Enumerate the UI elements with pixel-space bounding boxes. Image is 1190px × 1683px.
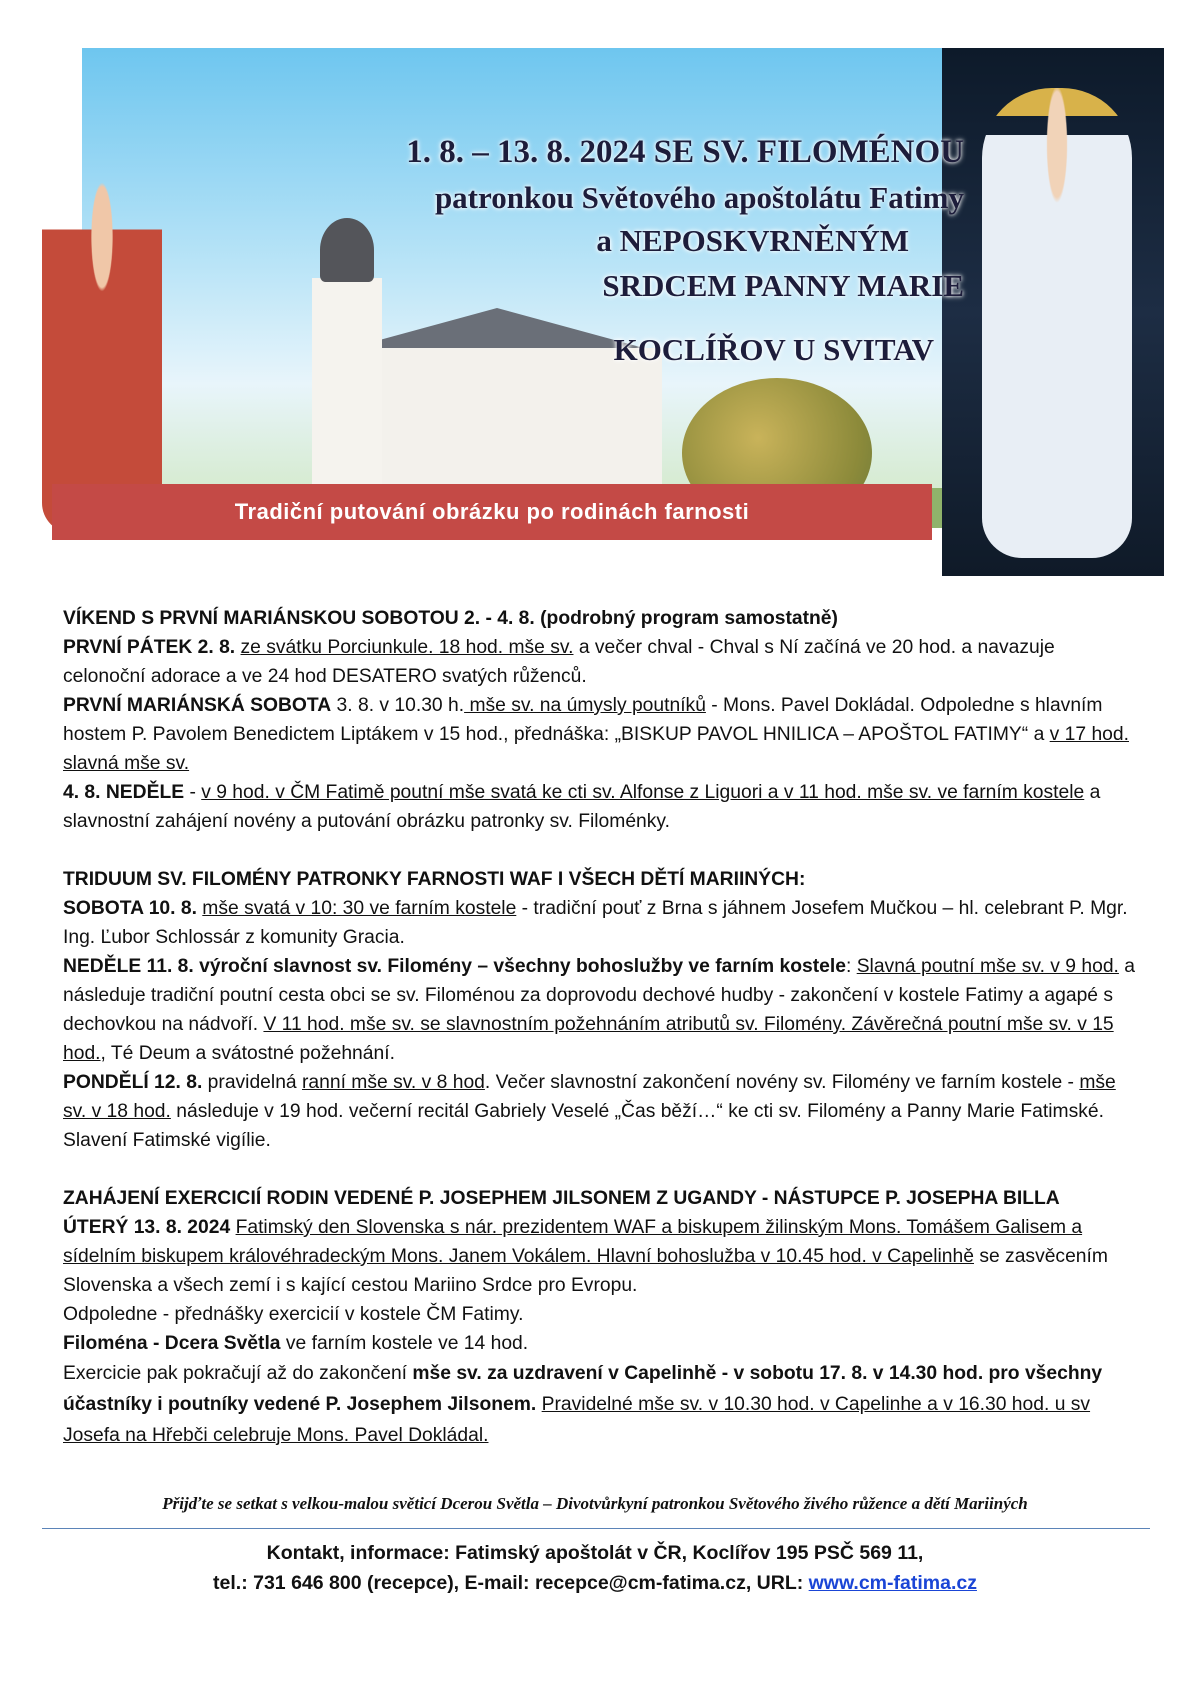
church-tower-dome <box>320 218 374 282</box>
underlined-text: ze svátku Porciunkule. 18 hod. mše sv. <box>240 637 574 658</box>
text: ve farním kostele ve 14 hod. <box>280 1333 529 1354</box>
day-label: 4. 8. NEDĚLE <box>63 782 185 803</box>
header-banner <box>52 48 1164 576</box>
program-paragraph <box>63 691 1138 778</box>
text: : <box>845 956 857 977</box>
program-paragraph: Odpoledne - přednášky exercicií v kostele ČM Fatimy. <box>63 1304 524 1325</box>
contact-line-1: Kontakt, informace: Fatimský apoštolát v ČR, Koclířov 195 PSČ 569 11, <box>266 1542 924 1564</box>
spacer <box>63 836 1138 865</box>
church-tower <box>312 278 382 498</box>
day-label: SOBOTA 10. 8. <box>63 898 197 919</box>
text: . Večer slavnostní zakončení novény sv. Filomény ve farním kostele - <box>484 1072 1080 1093</box>
program-paragraph <box>63 1329 1138 1358</box>
st-philomena-statue-image <box>42 163 162 533</box>
heading-text: ZAHÁJENÍ EXERCICIÍ RODIN VEDENÉ P. JOSEPHEM JILSONEM Z UGANDY - NÁSTUPCE P. JOSEPHA BILLA <box>63 1188 1060 1209</box>
program-paragraph <box>63 633 1138 691</box>
day-label: NEDĚLE 11. 8. výroční slavnost sv. Filomény – všechny bohoslužby ve farním kostele <box>63 956 846 977</box>
text: - <box>184 782 202 803</box>
day-label: PONDĚLÍ 12. 8. <box>63 1072 203 1093</box>
text: 3. 8. v 10.30 h. <box>331 695 465 716</box>
heading-text: VÍKEND S PRVNÍ MARIÁNSKOU SOBOTOU 2. - 4. 8. (podrobný program samostatně) <box>63 608 838 629</box>
madonna-figure <box>982 88 1132 558</box>
underlined-text: Fatimský den Slovenska s nár. prezidentem WAF a biskupem žilinským Mons. Tomášem Galisem a sídelním biskupem královéhradeckým Mons. Janem Vokálem. Hlavní bohoslužba v 10.45 hod. v Capelinhě <box>63 1217 1083 1267</box>
section-heading <box>63 1184 1138 1213</box>
text: a večer chval - Chval s Ní začíná ve 20 hod. a navazuje celonoční adorace a ve 24 hod DESATERO svatých růženců. <box>63 637 1055 687</box>
text: a následuje tradiční poutní cesta obci se sv. Filoménou za doprovodu dechové hudby - zakončení v kostele Fatimy a agapé s dechovkou na nádvoří. <box>63 956 1136 1035</box>
text: Exercicie pak pokračují až do zakončení <box>63 1363 413 1384</box>
underlined-text: ranní mše sv. v 8 hod <box>302 1072 485 1093</box>
program-paragraph <box>63 1068 1138 1155</box>
text: - Mons. Pavel Dokládal. Odpoledne s hlavním hostem P. Pavolem Benedictem Liptákem v 15 hod., přednáška: „BISKUP PAVOL HNILICA – APOŠTOL FATIMY“ a <box>63 695 1103 745</box>
day-label: PRVNÍ MARIÁNSKÁ SOBOTA <box>63 695 332 716</box>
contact-details: tel.: 731 646 800 (recepce), E-mail: recepce@cm-fatima.cz, URL: <box>213 1572 809 1594</box>
section-heading <box>63 865 1138 894</box>
heading-text: TRIDUUM SV. FILOMÉNY PATRONKY FARNOSTI WAF I VŠECH DĚTÍ MARIINÝCH: <box>63 869 806 890</box>
tagline: Přijďte se setkat s velkou-malou světicí Dcerou Světla – Divotvůrkyní patronkou Světového živého růžence a dětí Mariiných <box>162 1494 1028 1513</box>
day-label: PRVNÍ PÁTEK 2. 8. <box>63 637 236 658</box>
underlined-text: v 9 hod. v ČM Fatimě poutní mše svatá ke cti sv. Alfonse z Liguori a v 11 hod. mše sv. ve farním kostele <box>201 782 1085 803</box>
underlined-text: Slavná poutní mše sv. v 9 hod. <box>856 956 1119 977</box>
text: a slavnostní zahájení novény a putování obrázku patronky sv. Filoménky. <box>63 782 1101 832</box>
program-paragraph <box>63 894 1138 952</box>
spacer <box>63 1155 1138 1184</box>
divider <box>42 1528 1150 1529</box>
program-paragraph <box>63 1358 1138 1451</box>
program-paragraph <box>63 952 1138 1068</box>
underlined-text: mše sv. na úmysly poutníků <box>464 695 706 716</box>
text: , Té Deum a svátostné požehnání. <box>100 1043 395 1064</box>
underlined-text: v 17 hod. slavná mše sv. <box>63 724 1129 774</box>
underlined-text: mše svatá v 10: 30 ve farním kostele <box>202 898 517 919</box>
program-paragraph <box>63 778 1138 836</box>
underlined-text: V 11 hod. mše sv. se slavnostním požehnáním atributů sv. Filomény. Závěrečná poutní mše sv. v 15 hod. <box>63 1014 1114 1064</box>
underlined-text: Pravidelné mše sv. v 10.30 hod. v Capelinhe a v 16.30 hod. u sv Josefa na Hřebči celebruje Mons. Pavel Dokládal. <box>63 1394 1091 1446</box>
banner-title-line-1: 1. 8. – 13. 8. 2024 SE SV. FILOMÉNOU <box>406 134 964 170</box>
underlined-text: mše sv. v 18 hod. <box>63 1072 1116 1122</box>
banner-title-line-2: patronkou Světového apoštolátu Fatimy <box>434 180 964 215</box>
banner-location: KOCLÍŘOV U SVITAV <box>613 332 934 367</box>
section-heading <box>63 604 1138 633</box>
text: se zasvěcením Slovenska a všech zemí i s kající cestou Mariino Srdce pro Evropu. <box>63 1246 1108 1296</box>
website-link[interactable]: www.cm-fatima.cz <box>808 1572 977 1594</box>
event-label: Filoména - Dcera Světla <box>63 1333 281 1354</box>
banner-title-line-3: a NEPOSKVRNĚNÝM <box>596 223 909 258</box>
program-paragraph <box>63 1213 1138 1300</box>
program-body <box>63 604 1138 1451</box>
text: následuje v 19 hod. večerní recitál Gabriely Veselé „Čas běží…“ ke cti sv. Filomény a Panny Marie Fatimské. Slavení Fatimské vigílie. <box>63 1101 1104 1151</box>
banner-subtitle: Tradiční putování obrázku po rodinách farnosti <box>52 484 932 540</box>
bold-text: mše sv. za uzdravení v Capelinhě - v sobotu 17. 8. v 14.30 hod. pro všechny účastníky i poutníky vedené P. Josephem Jilsonem. <box>63 1363 1103 1415</box>
contact-line-2 <box>40 1568 1150 1598</box>
banner-title-line-4: SRDCEM PANNY MARIE <box>602 268 964 303</box>
day-label: ÚTERÝ 13. 8. 2024 <box>63 1217 231 1238</box>
our-lady-of-fatima-statue-image <box>942 48 1164 576</box>
contact-block <box>40 1538 1150 1598</box>
text: pravidelná <box>202 1072 302 1093</box>
text: - tradiční pouť z Brna s jáhnem Josefem Mučkou – hl. celebrant P. Mgr. Ing. Ľubor Schlossár z komunity Gracia. <box>63 898 1128 948</box>
